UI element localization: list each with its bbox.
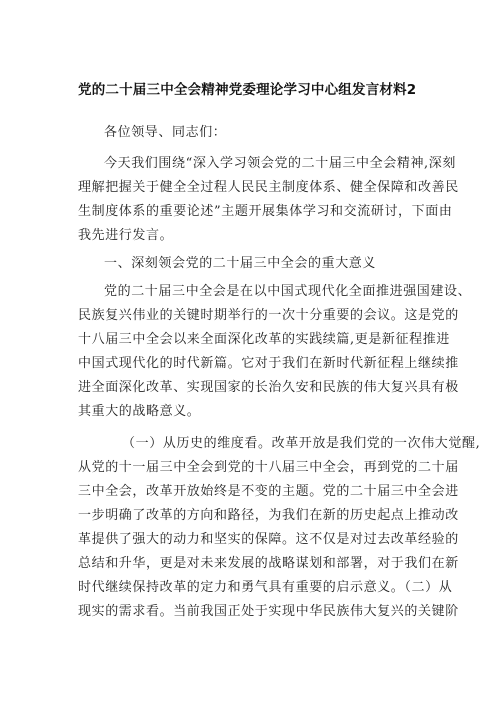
paragraph-line: 十八届三中全会以来全面深化改革的实践续篇,更是新征程推进: [78, 332, 450, 347]
paragraph-line: 现实的需求看。当前我国正处于实现中华民族伟大复兴的关键阶: [78, 604, 459, 619]
paragraph-line: 一步明确了改革的方向和路径，为我们在新的历史起点上推动改: [78, 508, 459, 523]
section-heading: 一、深刻领会党的二十届三中全会的重大意义: [104, 256, 377, 271]
paragraph-line: 民族复兴伟业的关键时期举行的一次十分重要的会议。这是党的: [78, 308, 459, 323]
paragraph-line: 理解把握关于健全全过程人民民主制度体系、健全保障和改善民: [78, 180, 459, 195]
paragraph-line: 党的二十届三中全会是在以中国式现代化全面推进强国建设、: [104, 284, 472, 299]
paragraph-line: 革提供了强大的动力和坚实的保障。这不仅是对过去改革经验的: [78, 532, 459, 547]
paragraph-line: 今天我们围绕“深入学习领会党的二十届三中全会精神,深刻: [104, 156, 456, 171]
paragraph-line: 其重大的战略意义。: [78, 404, 201, 419]
paragraph-line: 进全面深化改革、实现国家的长治久安和民族的伟大复兴具有极: [78, 380, 459, 395]
salutation: 各位领导、同志们：: [104, 125, 227, 140]
paragraph-line: 生制度体系的重要论述”主题开展集体学习和交流研讨，下面由: [78, 204, 453, 219]
paragraph-line: 总结和升华，更是对未来发展的战略谋划和部署，对于我们在新: [78, 556, 459, 571]
paragraph-line: 从党的十一届三中全会到党的十八届三中全会，再到党的二十届: [78, 460, 459, 475]
paragraph-line: 三中全会，改革开放始终是不变的主题。党的二十届三中全会进: [78, 484, 459, 499]
subsection-line: （一）从历史的维度看。改革开放是我们党的一次伟大觉醒,: [122, 436, 481, 451]
paragraph-line: 我先进行发言。: [78, 228, 174, 243]
paragraph-line: 时代继续保持改革的定力和勇气具有重要的启示意义。（二）从: [78, 580, 453, 595]
paragraph-line: 中国式现代化的时代新篇。它对于我们在新时代新征程上继续推: [78, 356, 459, 371]
document-title: 党的二十届三中全会精神党委理论学习中心组发言材料2: [78, 82, 417, 98]
